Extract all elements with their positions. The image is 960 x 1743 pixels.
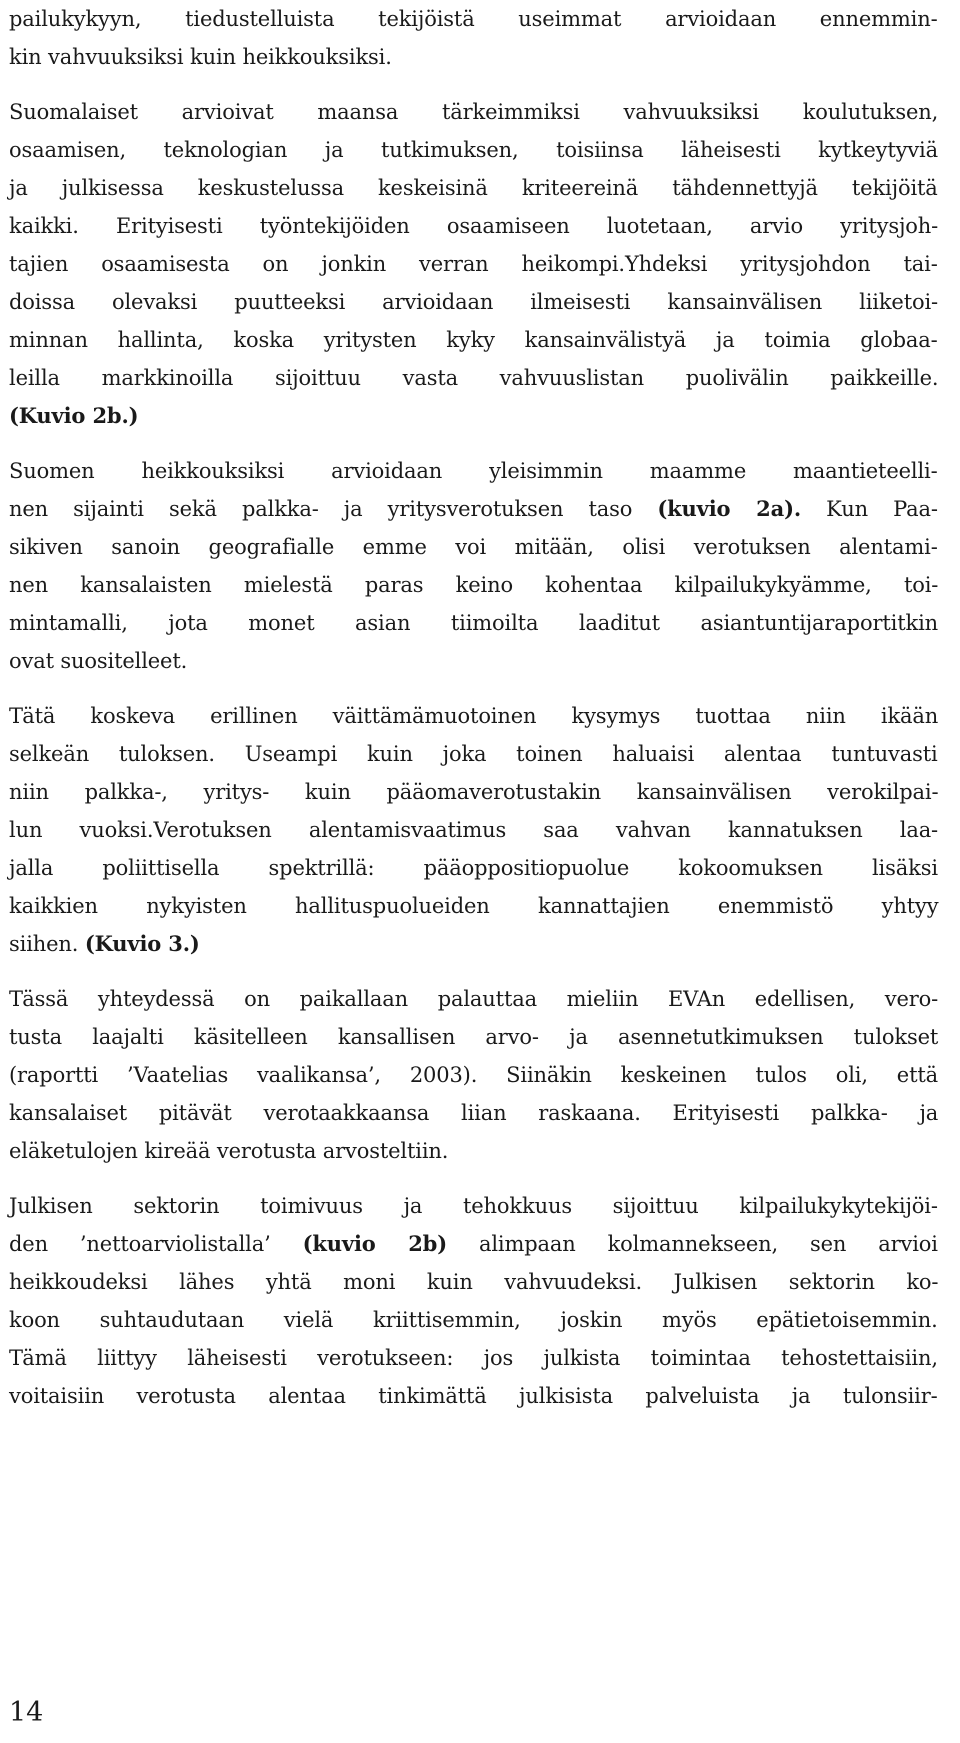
text-line: [9, 773, 938, 811]
text-line: [9, 849, 938, 887]
line-text: tusta laajalti käsitelleen kansallisen arvo- ja asennetutkimuksen tulokset: [9, 1025, 939, 1049]
text-line: [9, 925, 200, 963]
line-text-after: alimpaan kolmannekseen, sen arvioi: [447, 1232, 938, 1256]
line-text: nen kansalaisten mielestä paras keino kohentaa kilpailukykyämme, toi-: [9, 573, 939, 597]
line-text: nen sijainti sekä palkka- ja yritysverotuksen taso: [9, 497, 658, 521]
line-text: koon suhtaudutaan vielä kriittisemmin, joskin myös epätietoisemmin.: [9, 1308, 938, 1332]
text-line: [9, 1018, 938, 1056]
text-line: [9, 1094, 938, 1132]
line-text: kin vahvuuksiksi kuin heikkouksiksi.: [9, 45, 392, 69]
line-text: selkeän tuloksen. Useampi kuin joka toinen haluaisi alentaa tuntuvasti: [9, 742, 938, 766]
line-text: siihen.: [9, 932, 85, 956]
line-text: niin palkka-, yritys- kuin pääomaverotustakin kansainvälisen verokilpai-: [9, 780, 939, 804]
line-text: Tämä liittyy läheisesti verotukseen: jos julkista toimintaa tehostettaisiin,: [9, 1346, 938, 1370]
text-line: [9, 397, 138, 435]
line-text-after: Kun Paa-: [801, 497, 938, 521]
line-text: ja julkisessa keskustelussa keskeisinä kriteereinä tähdennettyjä tekijöitä: [9, 176, 938, 200]
text-line: [9, 490, 938, 528]
text-line: [9, 735, 938, 773]
text-line: [9, 359, 938, 397]
text-line: [9, 1339, 938, 1377]
line-text: Suomen heikkouksiksi arvioidaan yleisimmin maamme maantieteelli-: [9, 459, 938, 483]
line-text: kaikki. Erityisesti työntekijöiden osaamiseen luotetaan, arvio yritysjoh-: [9, 214, 939, 238]
line-text: voitaisiin verotusta alentaa tinkimättä julkisista palveluista ja tulonsiir-: [9, 1384, 938, 1408]
text-line: [9, 93, 938, 131]
text-line: [9, 1301, 938, 1339]
line-text: pailukykyyn, tiedustelluista tekijöistä useimmat arvioidaan ennemmin-: [9, 7, 938, 31]
line-text: kansalaiset pitävät verotaakkaansa liian raskaana. Erityisesti palkka- ja: [9, 1101, 939, 1125]
text-line: [9, 1187, 938, 1225]
text-line: [9, 38, 392, 76]
line-text: Tätä koskeva erillinen väittämämuotoinen kysymys tuottaa niin ikään: [9, 704, 939, 728]
text-line: [9, 566, 938, 604]
line-text: lun vuoksi.Verotuksen alentamisvaatimus saa vahvan kannatuksen laa-: [9, 818, 939, 842]
line-text: Suomalaiset arvioivat maansa tärkeimmiksi vahvuuksiksi koulutuksen,: [9, 100, 939, 124]
line-text: den ’nettoarviolistalla’: [9, 1232, 303, 1256]
text-line: [9, 245, 938, 283]
text-line: [9, 1056, 938, 1094]
text-line: [9, 283, 938, 321]
text-line: [9, 1225, 938, 1263]
line-text: leilla markkinoilla sijoittuu vasta vahvuuslistan puolivälin paikkeille.: [9, 366, 939, 390]
text-line: [9, 1263, 938, 1301]
page-number: 14: [9, 1697, 44, 1728]
line-text: jalla poliittisella spektrillä: pääoppositiopuolue kokoomuksen lisäksi: [9, 856, 938, 880]
text-line: [9, 697, 938, 735]
text-line: [9, 811, 938, 849]
line-text: heikkoudeksi lähes yhtä moni kuin vahvuudeksi. Julkisen sektorin ko-: [9, 1270, 939, 1294]
text-line: [9, 452, 938, 490]
text-line: [9, 0, 938, 38]
line-text: (raportti ’Vaatelias vaalikansa’, 2003). Siinäkin keskeinen tulos oli, että: [9, 1063, 939, 1087]
text-line: [9, 887, 938, 925]
figure-reference: (Kuvio 3.): [84, 931, 200, 956]
text-line: [9, 131, 938, 169]
line-text: doissa olevaksi puutteeksi arvioidaan ilmeisesti kansainvälisen liiketoi-: [9, 290, 938, 314]
line-text: ovat suositelleet.: [9, 649, 188, 673]
text-line: [9, 207, 938, 245]
line-text: mintamalli, jota monet asian tiimoilta laaditut asiantuntijaraportitkin: [9, 611, 939, 635]
line-text: Julkisen sektorin toimivuus ja tehokkuus sijoittuu kilpailukykytekijöi-: [9, 1194, 938, 1218]
line-text: kaikkien nykyisten hallituspuolueiden kannattajien enemmistö yhtyy: [9, 894, 939, 918]
text-line: [9, 528, 938, 566]
text-line: [9, 169, 938, 207]
text-line: [9, 980, 938, 1018]
line-text: osaamisen, teknologian ja tutkimuksen, toisiinsa läheisesti kytkeytyviä: [9, 138, 938, 162]
text-line: [9, 1377, 938, 1415]
line-text: minnan hallinta, koska yritysten kyky kansainvälistyä ja toimia globaa-: [9, 328, 938, 352]
line-text: eläketulojen kireää verotusta arvosteltiin.: [9, 1139, 449, 1163]
line-text: sikiven sanoin geografialle emme voi mitään, olisi verotuksen alentami-: [9, 535, 938, 559]
figure-reference: (Kuvio 2b.): [9, 403, 139, 428]
text-line: [9, 1132, 448, 1170]
figure-reference: (kuvio 2b): [302, 1231, 448, 1256]
text-line: [9, 604, 938, 642]
line-text: tajien osaamisesta on jonkin verran heikompi.Yhdeksi yritysjohdon tai-: [9, 252, 938, 276]
text-line: [9, 642, 187, 680]
figure-reference: (kuvio 2a).: [657, 496, 802, 521]
text-line: [9, 321, 938, 359]
line-text: Tässä yhteydessä on paikallaan palauttaa mieliin EVAn edellisen, vero-: [9, 987, 939, 1011]
